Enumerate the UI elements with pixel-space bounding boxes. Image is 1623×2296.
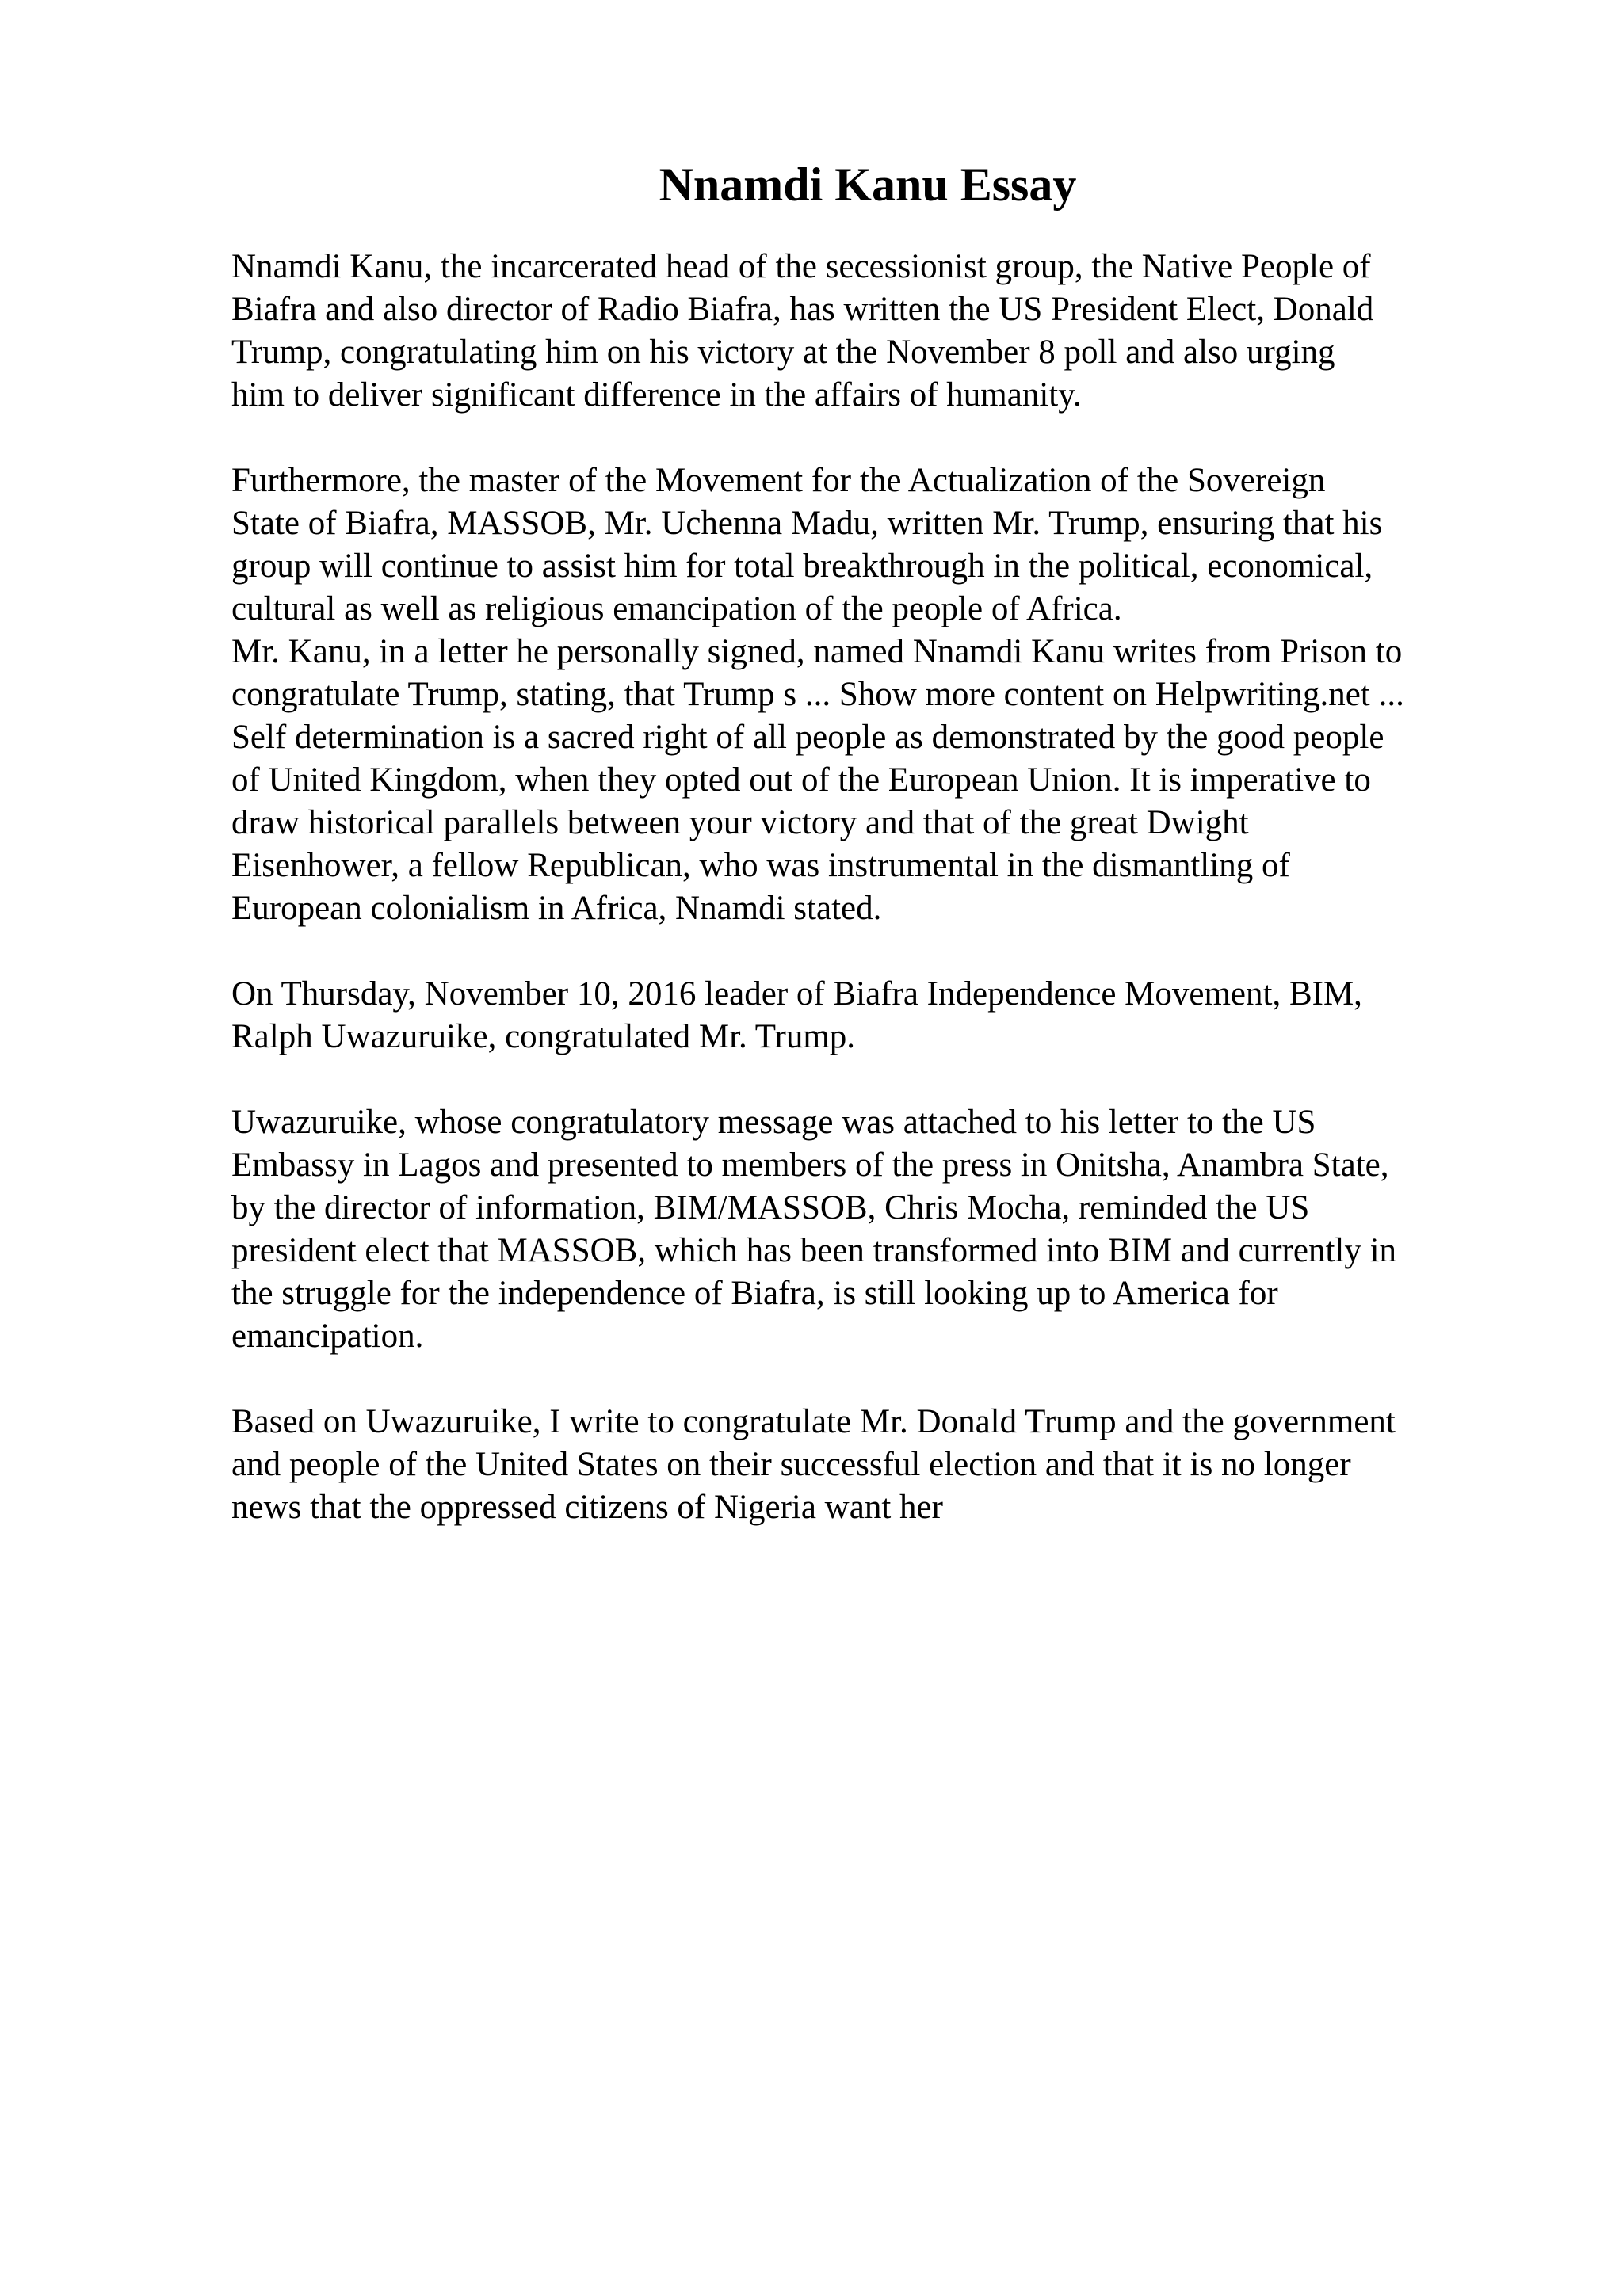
text-line: Ralph Uwazuruike, congratulated Mr. Trump. [231, 1018, 856, 1055]
text-line: group will continue to assist him for total breakthrough in the political, economical, [231, 547, 1373, 585]
text-line: European colonialism in Africa, Nnamdi stated. [231, 890, 882, 927]
text-line: State of Biafra, MASSOB, Mr. Uchenna Madu, written Mr. Trump, ensuring that his [231, 505, 1383, 542]
document-title: Nnamdi Kanu Essay [659, 158, 1077, 211]
text-line: cultural as well as religious emancipation of the people of Africa. [231, 590, 1122, 627]
text-line: congratulate Trump, stating, that Trump s ... Show more content on Helpwriting.net ... [231, 676, 1404, 713]
document-body [231, 246, 1547, 1529]
paragraph-4 [231, 1101, 1547, 1358]
text-line: of United Kingdom, when they opted out of the European Union. It is imperative to [231, 761, 1371, 799]
text-line: Uwazuruike, whose congratulatory message was attached to his letter to the US [231, 1104, 1316, 1141]
paragraph-spacer [231, 417, 1547, 460]
text-line: Embassy in Lagos and presented to members of the press in Onitsha, Anambra State, [231, 1146, 1389, 1184]
paragraph-spacer [231, 930, 1547, 973]
text-line: Self determination is a sacred right of all people as demonstrated by the good people [231, 719, 1384, 756]
text-line: draw historical parallels between your victory and that of the great Dwight [231, 804, 1249, 841]
text-line: president elect that MASSOB, which has been transformed into BIM and currently in [231, 1232, 1397, 1269]
text-line: Furthermore, the master of the Movement for the Actualization of the Sovereign [231, 462, 1326, 499]
paragraph-spacer [231, 1058, 1547, 1101]
text-line: news that the oppressed citizens of Nigeria want her [231, 1489, 943, 1526]
text-line: Trump, congratulating him on his victory at the November 8 poll and also urging [231, 334, 1335, 371]
text-line: On Thursday, November 10, 2016 leader of Biafra Independence Movement, BIM, [231, 975, 1362, 1013]
text-line: the struggle for the independence of Biafra, is still looking up to America for [231, 1275, 1278, 1312]
text-line: Based on Uwazuruike, I write to congratulate Mr. Donald Trump and the government [231, 1403, 1396, 1440]
text-line: by the director of information, BIM/MASSOB, Chris Mocha, reminded the US [231, 1189, 1310, 1226]
paragraph-1 [231, 246, 1547, 417]
text-line: and people of the United States on their successful election and that it is no longer [231, 1446, 1351, 1483]
text-line: Mr. Kanu, in a letter he personally signed, named Nnamdi Kanu writes from Prison to [231, 633, 1403, 670]
text-line: him to deliver significant difference in the affairs of humanity. [231, 376, 1082, 414]
paragraph-spacer [231, 1358, 1547, 1401]
paragraph-2 [231, 460, 1547, 930]
text-line: emancipation. [231, 1318, 424, 1355]
paragraph-3 [231, 973, 1547, 1058]
text-line: Nnamdi Kanu, the incarcerated head of the secessionist group, the Native People of [231, 248, 1371, 285]
text-line: Eisenhower, a fellow Republican, who was instrumental in the dismantling of [231, 847, 1290, 884]
text-line: Biafra and also director of Radio Biafra, has written the US President Elect, Donald [231, 291, 1374, 328]
paragraph-5 [231, 1401, 1547, 1529]
